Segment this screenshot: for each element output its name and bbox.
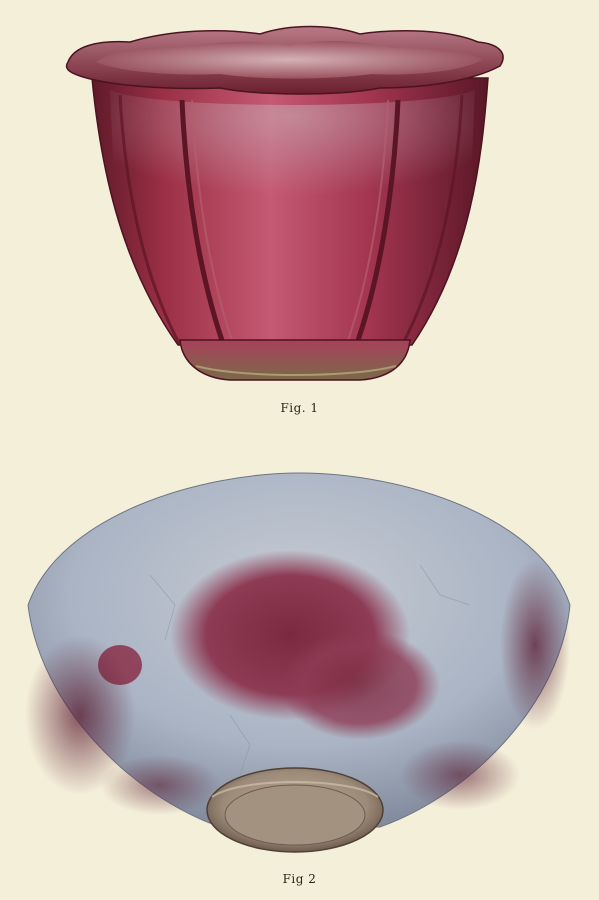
figure-1-caption: Fig. 1 <box>280 401 319 415</box>
figure-2-bowl-image <box>0 455 599 865</box>
figure-1-jardiniere-image <box>0 0 599 395</box>
figure-2-caption: Fig 2 <box>282 872 317 886</box>
